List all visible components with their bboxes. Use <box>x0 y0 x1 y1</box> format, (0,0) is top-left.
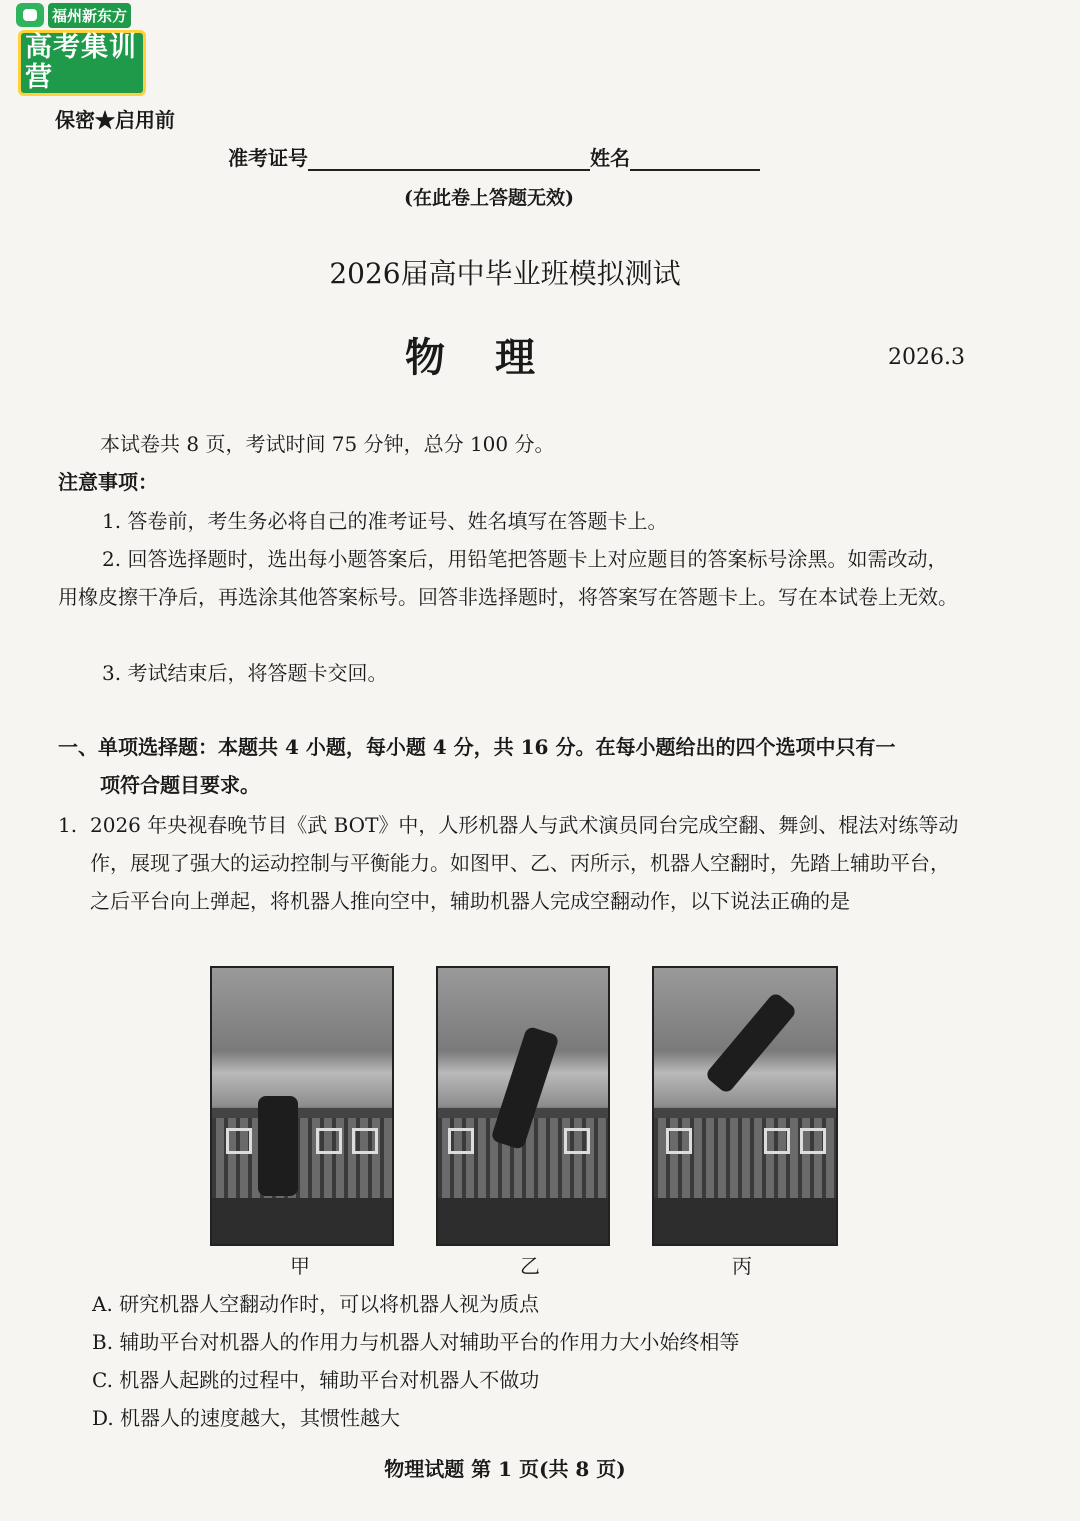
notice-item: 2. 回答选择题时，选出每小题答案后，用铅笔把答题卡上对应题目的答案标号涂黑。如需改动，用橡皮擦干净后，再选涂其他答案标号。回答非选择题时，将答案写在答题卡上。写在本试卷上无效。 <box>58 547 958 609</box>
section-heading-cont: 项符合题目要求。 <box>100 773 260 797</box>
photo-bing <box>652 966 838 1246</box>
section-heading: 一、单项选择题：本题共 4 小题，每小题 4 分，共 16 分。在每小题给出的四个选项中只有一 <box>58 735 896 759</box>
candidate-info-line <box>228 142 760 171</box>
brand-name: 福州新东方 <box>48 3 131 28</box>
option-a: A. 研究机器人空翻动作时，可以将机器人视为质点 <box>92 1292 540 1316</box>
invalid-note: (在此卷上答题无效) <box>404 187 574 209</box>
exam-date: 2026.3 <box>888 345 965 370</box>
name-label: 姓名 <box>590 146 630 170</box>
option-d: D. 机器人的速度越大，其惯性越大 <box>92 1406 401 1430</box>
caption-jia: 甲 <box>290 1254 310 1278</box>
notice-heading: 注意事项： <box>58 470 158 494</box>
robot-figure <box>704 991 798 1095</box>
photo-yi <box>436 966 610 1246</box>
confidential-mark: 保密★启用前 <box>55 108 175 132</box>
exam-intro: 本试卷共 8 页，考试时间 75 分钟，总分 100 分。 <box>100 432 555 456</box>
question-1 <box>58 806 963 920</box>
caption-yi: 乙 <box>520 1254 540 1278</box>
question-number: 1. <box>58 813 78 837</box>
brand-slogan: 高考集训营 <box>18 30 146 96</box>
id-label: 准考证号 <box>228 146 308 170</box>
option-b: B. 辅助平台对机器人的作用力与机器人对辅助平台的作用力大小始终相等 <box>92 1330 740 1354</box>
robot-figure <box>258 1096 298 1196</box>
question-text: 2026 年央视春晚节目《武 BOT》中，人形机器人与武术演员同台完成空翻、舞剑、棍法对练等动作，展现了强大的运动控制与平衡能力。如图甲、乙、丙所示，机器人空翻时，先踏上辅助平台，之后平台向上弹起，将机器人推向空中，辅助机器人完成空翻动作，以下说法正确的是 <box>90 813 959 913</box>
caption-bing: 丙 <box>732 1254 752 1278</box>
exam-title: 2026届高中毕业班模拟测试 <box>329 257 681 290</box>
photo-jia <box>210 966 394 1246</box>
name-blank <box>630 145 760 171</box>
page-footer: 物理试题 第 1 页(共 8 页) <box>384 1457 626 1481</box>
option-c: C. 机器人起跳的过程中，辅助平台对机器人不做功 <box>92 1368 540 1392</box>
id-blank <box>308 145 590 171</box>
brand-logo <box>16 2 146 93</box>
notice-item: 3. 考试结束后，将答题卡交回。 <box>102 661 388 685</box>
subject-title: 物理 <box>405 334 585 381</box>
notice-item: 1. 答卷前，考生务必将自己的准考证号、姓名填写在答题卡上。 <box>102 509 668 533</box>
mascot-icon <box>16 3 44 27</box>
